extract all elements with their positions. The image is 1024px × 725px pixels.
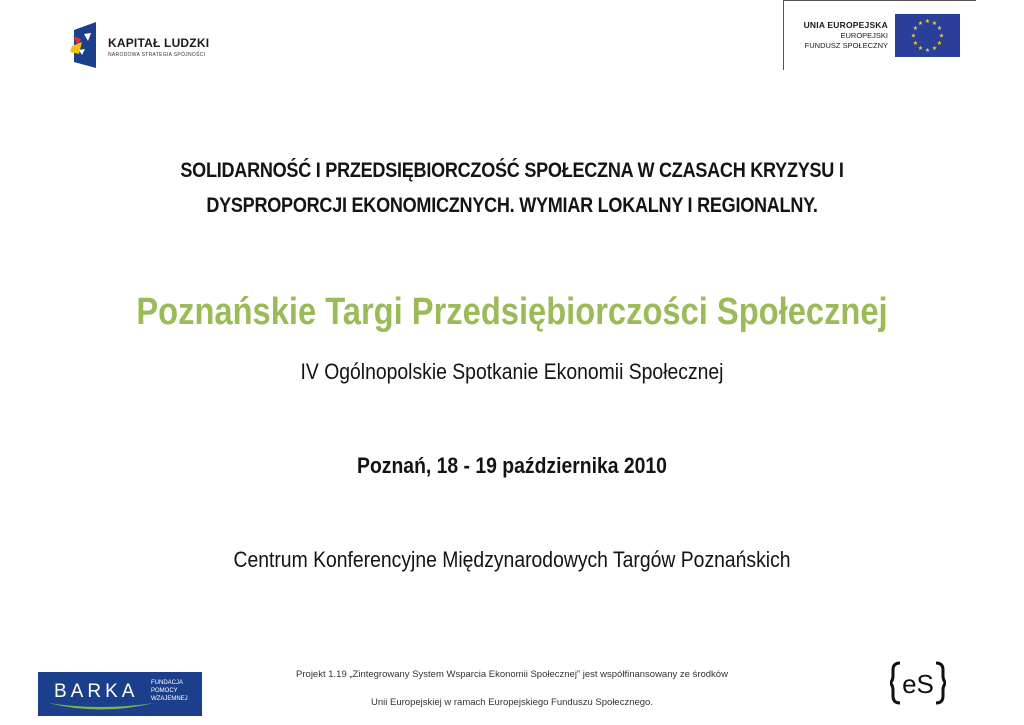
footer-line1: Projekt 1.19 „Zintegrowany System Wsparcia Ekonomii Społecznej” jest współfinansowany ze środków <box>296 669 728 680</box>
svg-text:★: ★ <box>938 32 945 40</box>
eu-logo-text <box>804 20 888 51</box>
event-date: Poznań, 18 - 19 października 2010 <box>357 453 667 478</box>
eu-logo-divider-vertical <box>783 0 784 70</box>
svg-text:★: ★ <box>912 25 919 32</box>
svg-text:★: ★ <box>936 25 943 32</box>
eu-logo <box>783 0 978 70</box>
svg-text:★: ★ <box>917 45 924 52</box>
svg-text:★: ★ <box>917 20 924 27</box>
event-title: Poznańskie Targi Przedsiębiorczości Społecznej <box>136 291 888 333</box>
main-heading-line2: DYSPROPORCJI EKONOMICZNYCH. WYMIAR LOKALNY I REGIONALNY. <box>206 194 818 217</box>
eu-logo-line1: UNIA EUROPEJSKA <box>803 20 888 30</box>
barka-logo-sub2: POMOCY <box>151 688 178 694</box>
es-logo-icon <box>890 660 946 706</box>
event-subtitle: IV Ogólnopolskie Spotkanie Ekonomii Społecznej <box>300 359 724 384</box>
svg-text:★: ★ <box>936 40 943 47</box>
eu-flag-icon <box>895 14 960 57</box>
eu-logo-divider-horizontal <box>783 0 976 1</box>
event-venue: Centrum Konferencyjne Międzynarodowych Targów Poznańskich <box>233 547 791 572</box>
kapital-ludzki-subtitle: NARODOWA STRATEGIA SPÓJNOŚCI <box>108 52 206 58</box>
kapital-ludzki-title: KAPITAŁ LUDZKI <box>108 36 210 50</box>
kapital-ludzki-mark-icon <box>70 22 100 68</box>
svg-text:★: ★ <box>910 32 917 40</box>
svg-text:★: ★ <box>931 45 938 52</box>
footer-line2: Unii Europejskiej w ramach Europejskiego Funduszu Społecznego. <box>371 697 653 708</box>
svg-text:★: ★ <box>924 47 931 54</box>
svg-text:★: ★ <box>924 18 931 25</box>
barka-logo-sub1: FUNDACJA <box>151 680 184 686</box>
main-heading <box>72 153 953 223</box>
eu-logo-line2: EUROPEJSKI <box>840 31 888 40</box>
es-logo-text: eS <box>902 669 934 699</box>
main-heading-line1: SOLIDARNOŚĆ I PRZEDSIĘBIORCZOŚĆ SPOŁECZNA W CZASACH KRYZYSU I <box>180 159 844 182</box>
barka-logo-name: BARKA <box>54 681 139 702</box>
svg-text:★: ★ <box>912 40 919 47</box>
eu-logo-line3: FUNDUSZ SPOŁECZNY <box>804 41 888 50</box>
kapital-ludzki-logo <box>70 22 220 68</box>
barka-logo-sub3: WZAJEMNEJ <box>151 696 188 702</box>
svg-text:★: ★ <box>931 20 938 27</box>
